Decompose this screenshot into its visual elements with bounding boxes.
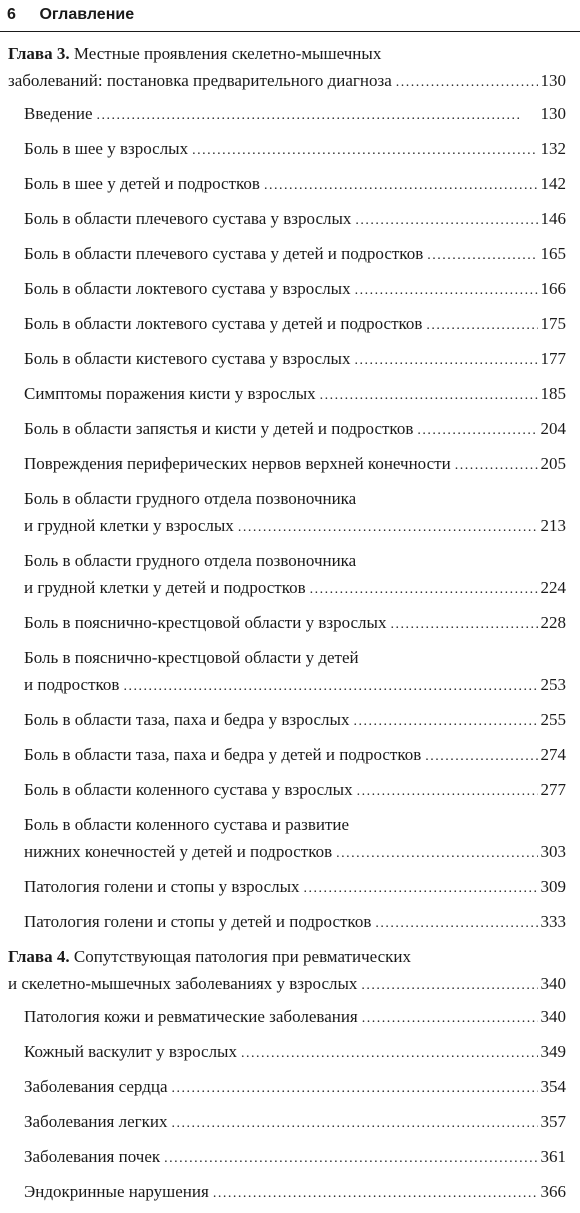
dot-leader <box>264 172 538 199</box>
toc-entry-line <box>8 970 566 999</box>
toc-section-entry <box>0 485 580 541</box>
toc-entry-line <box>24 1073 566 1102</box>
toc-page-number: 213 <box>540 516 566 535</box>
toc-entry-line <box>24 485 566 512</box>
toc-entry-line <box>24 1143 566 1172</box>
toc-entry-title: Патология голени и стопы у детей и подростков <box>24 912 372 931</box>
toc-section-entry <box>0 1038 580 1067</box>
table-of-contents <box>0 40 580 1213</box>
chapter-label: Глава 3. <box>8 44 70 63</box>
dot-leader <box>455 452 538 479</box>
toc-entry-line <box>24 644 566 671</box>
toc-page-number: 357 <box>540 1112 566 1131</box>
toc-section-entry <box>0 741 580 770</box>
dot-leader <box>390 611 537 638</box>
toc-page-number: 309 <box>540 877 566 896</box>
toc-entry-title: Боль в области плечевого сустава у детей и подростков <box>24 244 424 263</box>
toc-section-entry <box>0 205 580 234</box>
toc-page-number: 340 <box>540 974 566 993</box>
dot-leader <box>353 708 537 735</box>
toc-page-number: 333 <box>540 912 566 931</box>
toc-entry-title: и грудной клетки у взрослых <box>24 516 234 535</box>
dot-leader <box>354 347 537 374</box>
toc-page-number: 185 <box>540 384 566 403</box>
toc-section-entry <box>0 776 580 805</box>
dot-leader <box>362 1005 538 1032</box>
toc-entry-title: Повреждения периферических нервов верхней конечности <box>24 454 451 473</box>
toc-entry-line <box>24 1178 566 1207</box>
toc-page-number: 205 <box>540 454 566 473</box>
toc-entry-line <box>24 671 566 700</box>
toc-entry-title: Боль в области грудного отдела позвоночника <box>24 551 357 570</box>
toc-section-entry <box>0 450 580 479</box>
dot-leader <box>97 102 538 129</box>
toc-entry-title: Боль в области плечевого сустава у взрослых <box>24 209 352 228</box>
toc-entry-line <box>24 838 566 867</box>
toc-entry-title: Боль в области таза, паха и бедра у взрослых <box>24 710 350 729</box>
dot-leader <box>192 137 537 164</box>
dot-leader <box>396 69 538 96</box>
toc-entry-line <box>8 943 566 970</box>
toc-entry-title: Боль в пояснично-крестцовой области у взрослых <box>24 613 387 632</box>
toc-entry-line <box>8 40 566 67</box>
toc-entry-title: Боль в области таза, паха и бедра у детей и подростков <box>24 745 422 764</box>
toc-entry-line <box>24 170 566 199</box>
dot-leader <box>427 242 537 269</box>
toc-entry-line <box>24 1038 566 1067</box>
page-number: 6 <box>7 6 16 23</box>
toc-section-entry <box>0 1073 580 1102</box>
toc-section-entry <box>0 345 580 374</box>
toc-entry-line <box>24 776 566 805</box>
toc-entry-line <box>24 205 566 234</box>
dot-leader <box>417 417 537 444</box>
header-rule <box>0 31 580 32</box>
toc-entry-title: Симптомы поражения кисти у взрослых <box>24 384 316 403</box>
toc-page-number: 142 <box>540 174 566 193</box>
toc-entry-line <box>24 609 566 638</box>
toc-entry-title: Заболевания почек <box>24 1147 161 1166</box>
toc-page-number: 130 <box>540 71 566 90</box>
toc-entry-title: заболеваний: постановка предварительного диагноза <box>8 71 392 90</box>
toc-section-entry <box>0 415 580 444</box>
toc-page-number: 224 <box>540 578 566 597</box>
toc-page-number: 255 <box>540 710 566 729</box>
toc-entry-line <box>24 512 566 541</box>
toc-entry-title: Боль в области локтевого сустава у взрослых <box>24 279 351 298</box>
toc-page-number: 165 <box>540 244 566 263</box>
toc-entry-line <box>24 811 566 838</box>
dot-leader <box>320 382 538 409</box>
dot-leader <box>310 576 538 603</box>
toc-page-number: 175 <box>540 314 566 333</box>
toc-entry-title: Боль в шее у взрослых <box>24 139 189 158</box>
toc-section-entry <box>0 908 580 937</box>
toc-entry-title: Сопутствующая патология при ревматических <box>73 947 412 966</box>
toc-page-number: 166 <box>540 279 566 298</box>
toc-page-number: 132 <box>540 139 566 158</box>
toc-entry-line <box>24 450 566 479</box>
dot-leader <box>355 277 538 304</box>
toc-entry-title: Боль в области кистевого сустава у взрослых <box>24 349 351 368</box>
toc-section-entry <box>0 811 580 867</box>
toc-entry-line <box>24 706 566 735</box>
toc-page-number: 204 <box>540 419 566 438</box>
toc-page-number: 277 <box>540 780 566 799</box>
toc-entry-line <box>24 345 566 374</box>
toc-entry-title: и грудной клетки у детей и подростков <box>24 578 306 597</box>
toc-entry-title: Боль в области грудного отдела позвоночника <box>24 489 357 508</box>
toc-page-number: 340 <box>540 1007 566 1026</box>
toc-entry-line <box>24 547 566 574</box>
dot-leader <box>164 1145 537 1172</box>
toc-entry-title: Боль в области коленного сустава у взрослых <box>24 780 353 799</box>
toc-page-number: 228 <box>540 613 566 632</box>
toc-entry-line <box>8 67 566 96</box>
toc-section-entry <box>0 1108 580 1137</box>
toc-entry-line <box>24 741 566 770</box>
toc-page-number: 130 <box>540 104 566 123</box>
toc-section-entry <box>0 1003 580 1032</box>
dot-leader <box>304 875 538 902</box>
dot-leader <box>241 1040 538 1067</box>
dot-leader <box>172 1110 538 1137</box>
toc-section-entry <box>0 135 580 164</box>
toc-section-entry <box>0 644 580 700</box>
chapter-label: Глава 4. <box>8 947 70 966</box>
toc-entry-title: Заболевания легких <box>24 1112 168 1131</box>
dot-leader <box>355 207 537 234</box>
toc-chapter-entry <box>0 40 580 96</box>
dot-leader <box>238 514 538 541</box>
toc-entry-title: Патология голени и стопы у взрослых <box>24 877 300 896</box>
toc-section-entry <box>0 1178 580 1207</box>
toc-section-entry <box>0 275 580 304</box>
toc-entry-line <box>24 1003 566 1032</box>
dot-leader <box>172 1075 538 1102</box>
toc-entry-title: Боль в области локтевого сустава у детей и подростков <box>24 314 423 333</box>
toc-page-number: 177 <box>540 349 566 368</box>
toc-page-number: 274 <box>540 745 566 764</box>
toc-entry-title: Боль в области коленного сустава и развитие <box>24 815 350 834</box>
toc-section-entry <box>0 609 580 638</box>
toc-section-entry <box>0 170 580 199</box>
toc-entry-line <box>24 1108 566 1137</box>
toc-page-number: 303 <box>540 842 566 861</box>
dot-leader <box>375 910 537 937</box>
toc-page-number: 366 <box>540 1182 566 1201</box>
toc-entry-line <box>24 380 566 409</box>
toc-entry-line <box>24 135 566 164</box>
toc-section-entry <box>0 100 580 129</box>
toc-entry-title: и подростков <box>24 675 120 694</box>
toc-entry-title: Патология кожи и ревматические заболевания <box>24 1007 358 1026</box>
toc-entry-title: нижних конечностей у детей и подростков <box>24 842 333 861</box>
page-title: Оглавление <box>39 6 135 23</box>
toc-entry-title: Кожный васкулит у взрослых <box>24 1042 237 1061</box>
toc-section-entry <box>0 310 580 339</box>
toc-entry-line <box>24 310 566 339</box>
toc-page-number: 354 <box>540 1077 566 1096</box>
toc-section-entry <box>0 873 580 902</box>
toc-entry-line <box>24 240 566 269</box>
toc-chapter-entry <box>0 943 580 999</box>
toc-section-entry <box>0 547 580 603</box>
toc-entry-line <box>24 415 566 444</box>
toc-entry-line <box>24 275 566 304</box>
dot-leader <box>213 1180 538 1207</box>
dot-leader <box>425 743 537 770</box>
dot-leader <box>426 312 537 339</box>
toc-page-number: 361 <box>540 1147 566 1166</box>
toc-section-entry <box>0 240 580 269</box>
running-header <box>7 4 134 26</box>
toc-entry-line <box>24 100 566 129</box>
toc-entry-line <box>24 908 566 937</box>
toc-entry-line <box>24 574 566 603</box>
toc-entry-title: Эндокринные нарушения <box>24 1182 209 1201</box>
toc-section-entry <box>0 1143 580 1172</box>
toc-page-number: 146 <box>540 209 566 228</box>
toc-entry-title: Введение <box>24 104 93 123</box>
toc-entry-title: Боль в пояснично-крестцовой области у детей <box>24 648 359 667</box>
toc-entry-title: Заболевания сердца <box>24 1077 168 1096</box>
dot-leader <box>357 778 538 805</box>
toc-entry-title: Местные проявления скелетно-мышечных <box>73 44 382 63</box>
toc-entry-title: Боль в области запястья и кисти у детей и подростков <box>24 419 414 438</box>
dot-leader <box>123 673 537 700</box>
toc-entry-title: Боль в шее у детей и подростков <box>24 174 260 193</box>
toc-section-entry <box>0 706 580 735</box>
toc-page-number: 253 <box>540 675 566 694</box>
toc-entry-line <box>24 873 566 902</box>
dot-leader <box>336 840 537 867</box>
toc-entry-title: и скелетно-мышечных заболеваниях у взрослых <box>8 974 358 993</box>
toc-section-entry <box>0 380 580 409</box>
toc-page-number: 349 <box>540 1042 566 1061</box>
dot-leader <box>361 972 537 999</box>
